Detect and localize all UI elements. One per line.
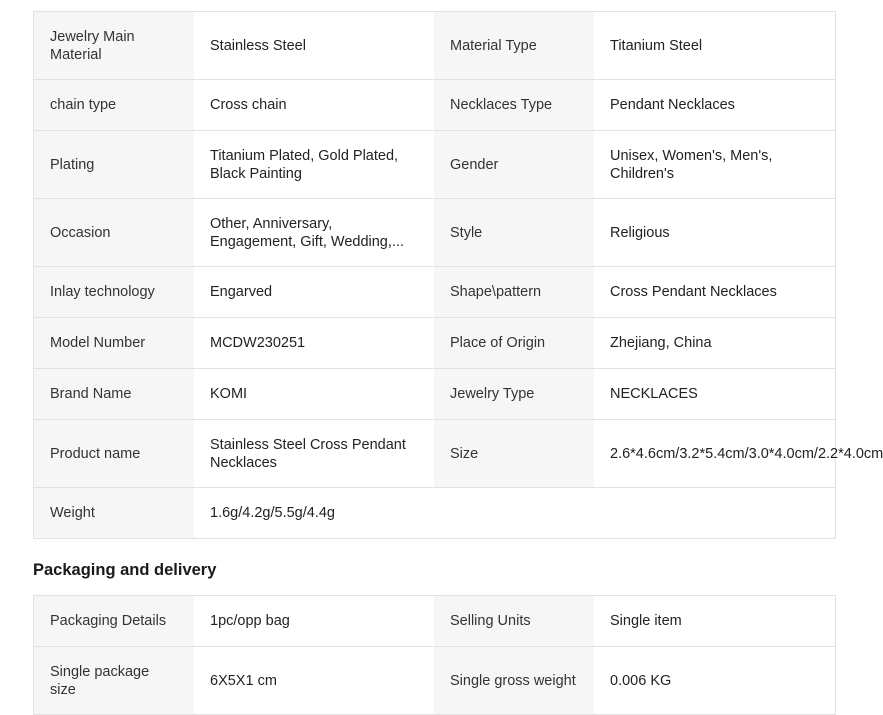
attribute-label: Shape\pattern <box>434 267 594 317</box>
table-row <box>34 318 835 369</box>
attribute-value: Zhejiang, China <box>594 318 835 368</box>
table-row <box>34 199 835 267</box>
attribute-value: Pendant Necklaces <box>594 80 835 130</box>
attribute-value: Stainless Steel <box>194 12 434 79</box>
attribute-label: Style <box>434 199 594 266</box>
attribute-value: Titanium Steel <box>594 12 835 79</box>
packaging-section-title: Packaging and delivery <box>33 561 217 579</box>
attribute-label: Jewelry Main Material <box>34 12 194 79</box>
attribute-label: chain type <box>34 80 194 130</box>
attribute-value: NECKLACES <box>594 369 835 419</box>
attribute-value: 6X5X1 cm <box>194 647 434 714</box>
table-row <box>34 131 835 199</box>
attribute-value: KOMI <box>194 369 434 419</box>
attribute-value: 2.6*4.6cm/3.2*5.4cm/3.0*4.0cm/2.2*4.0cm <box>594 420 835 487</box>
attribute-label: Single gross weight <box>434 647 594 714</box>
attribute-label: Jewelry Type <box>434 369 594 419</box>
attributes-table <box>33 11 883 539</box>
attribute-empty-cell <box>594 488 835 538</box>
attribute-label: Weight <box>34 488 194 538</box>
attribute-label: Single package size <box>34 647 194 714</box>
table-row <box>34 369 835 420</box>
attribute-label: Product name <box>34 420 194 487</box>
attribute-value: Engarved <box>194 267 434 317</box>
attribute-label: Size <box>434 420 594 487</box>
attribute-label: Plating <box>34 131 194 198</box>
attribute-label: Packaging Details <box>34 596 194 646</box>
attribute-label: Gender <box>434 131 594 198</box>
table-row <box>34 12 835 80</box>
attribute-value: Stainless Steel Cross Pendant Necklaces <box>194 420 434 487</box>
attribute-label: Occasion <box>34 199 194 266</box>
packaging-table <box>33 595 836 715</box>
attribute-value: Cross Pendant Necklaces <box>594 267 835 317</box>
attribute-label: Model Number <box>34 318 194 368</box>
attribute-label: Material Type <box>434 12 594 79</box>
attribute-value: 0.006 KG <box>594 647 835 714</box>
table-row <box>34 80 835 131</box>
attribute-label: Necklaces Type <box>434 80 594 130</box>
attribute-value: 1pc/opp bag <box>194 596 434 646</box>
table-row <box>34 596 835 647</box>
attribute-value: Other, Anniversary, Engagement, Gift, Wedding,... <box>194 199 434 266</box>
attribute-value: Single item <box>594 596 835 646</box>
table-row <box>34 267 835 318</box>
attribute-label: Brand Name <box>34 369 194 419</box>
attribute-empty-cell <box>434 488 594 538</box>
attribute-label: Place of Origin <box>434 318 594 368</box>
attribute-value: MCDW230251 <box>194 318 434 368</box>
attribute-value: Unisex, Women's, Men's, Children's <box>594 131 835 198</box>
attribute-value: 1.6g/4.2g/5.5g/4.4g <box>194 488 434 538</box>
attribute-value: Religious <box>594 199 835 266</box>
attribute-value: Titanium Plated, Gold Plated, Black Painting <box>194 131 434 198</box>
table-row <box>34 420 883 488</box>
attribute-label: Inlay technology <box>34 267 194 317</box>
attribute-value: Cross chain <box>194 80 434 130</box>
table-row <box>34 488 835 539</box>
attribute-label: Selling Units <box>434 596 594 646</box>
table-row <box>34 647 835 715</box>
